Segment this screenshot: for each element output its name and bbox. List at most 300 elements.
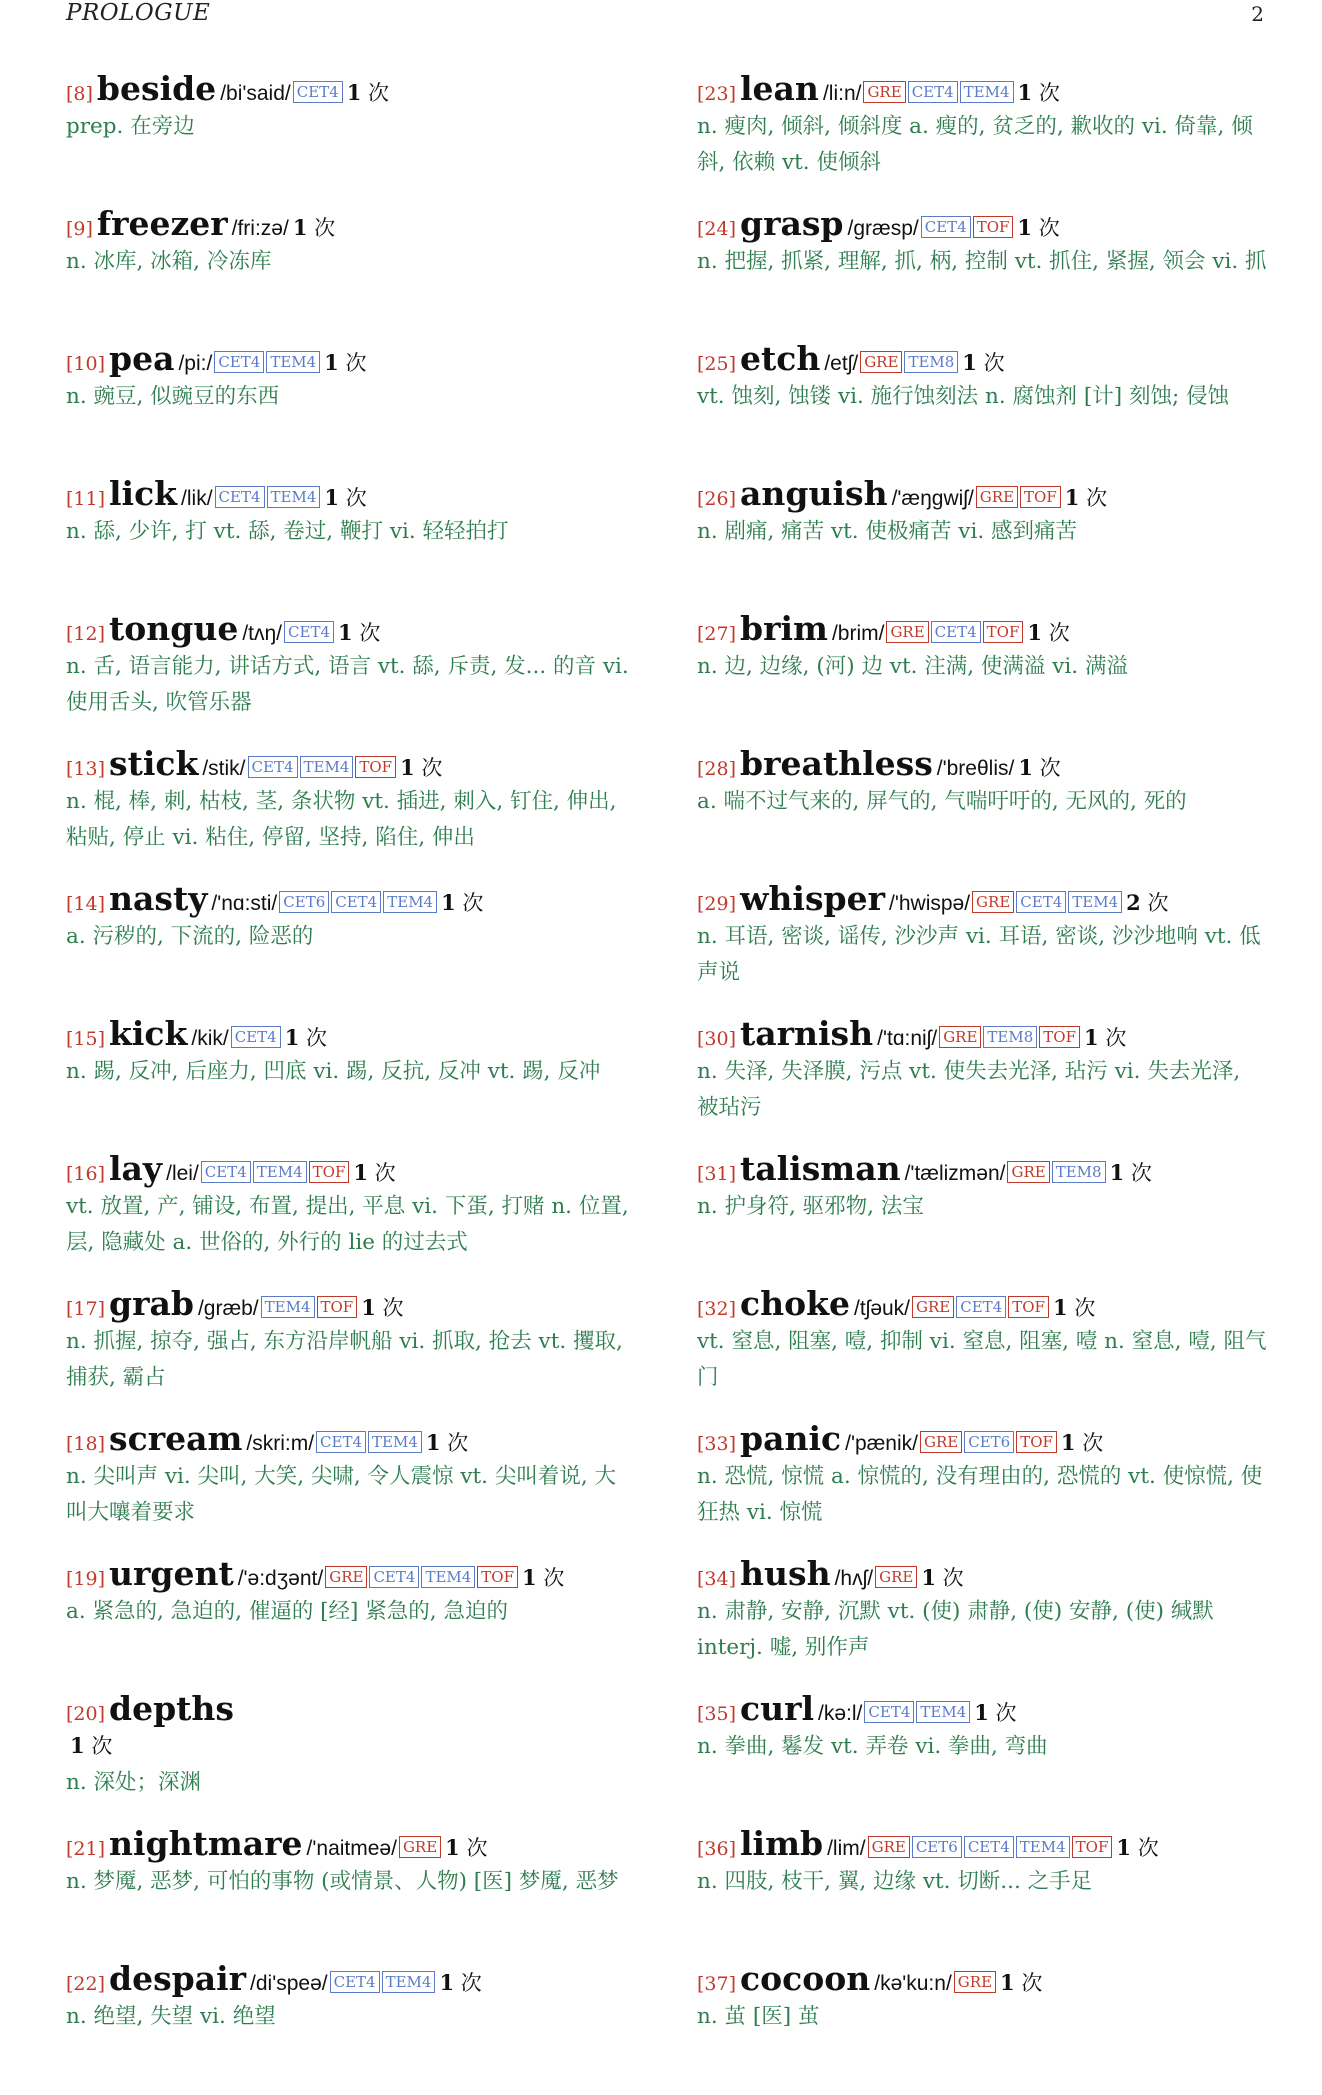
count-value: 1: [324, 485, 340, 510]
exam-tag: CET4: [956, 1296, 1006, 1318]
definition: n. 护身符, 驱邪物, 法宝: [697, 1194, 924, 1219]
occurrence-count: [962, 351, 1004, 375]
definition: a. 紧急的, 急迫的, 催逼的 [经] 紧急的, 急迫的: [66, 1599, 508, 1624]
entry-headline: [697, 1555, 1267, 1593]
entry-number: [37]: [697, 1973, 737, 1995]
headword: beside: [96, 69, 217, 108]
exam-tag: CET4: [908, 81, 958, 103]
exam-tag: TEM4: [421, 1566, 475, 1588]
exam-tag: TOF: [973, 216, 1014, 238]
definition: n. 边, 边缘, (河) 边 vt. 注满, 使满溢 vi. 满溢: [697, 654, 1128, 679]
entry-number: [13]: [66, 758, 106, 780]
count-suffix: 次: [460, 1971, 482, 1995]
vocab-entry: [697, 70, 1267, 205]
headword: brim: [740, 609, 828, 648]
entry-headline: [66, 1555, 636, 1593]
entry-headline: [66, 1960, 636, 1998]
definition: n. 踢, 反冲, 后座力, 凹底 vi. 踢, 反抗, 反冲 vt. 踢, 反冲: [66, 1059, 601, 1084]
phonetic: /kə:l/: [818, 1702, 863, 1725]
definition: n. 抓握, 掠夺, 强占, 东方沿岸帆船 vi. 抓取, 抢去 vt. 攫取, 捕获, 霸占: [66, 1329, 623, 1390]
count-suffix: 次: [314, 216, 336, 240]
exam-tag: TEM8: [904, 351, 958, 373]
exam-tag: GRE: [886, 621, 928, 643]
definition: n. 四肢, 枝干, 翼, 边缘 vt. 切断... 之手足: [697, 1869, 1093, 1894]
count-value: 1: [1116, 1835, 1131, 1860]
exam-tag: TEM4: [383, 891, 437, 913]
entry-headline: [697, 1150, 1267, 1188]
exam-tag: CET4: [1016, 891, 1066, 913]
entry-number: [17]: [66, 1298, 106, 1320]
occurrence-count: [1018, 756, 1060, 780]
exam-tag: TOF: [1072, 1836, 1113, 1858]
phonetic: /græb/: [197, 1297, 259, 1320]
entry-headline: [66, 745, 636, 783]
occurrence-count: [324, 351, 366, 375]
count-value: 1: [1060, 1430, 1076, 1455]
headword: hush: [740, 1554, 831, 1593]
exam-tag: TOF: [355, 756, 396, 778]
headword: depths: [109, 1689, 234, 1728]
definition: n. 冰库, 冰箱, 冷冻库: [66, 249, 272, 274]
entry-headline: [697, 340, 1267, 378]
count-suffix: 次: [1021, 1971, 1043, 1995]
headword: kick: [109, 1014, 188, 1053]
exam-tag: CET4: [231, 1026, 281, 1048]
phonetic: /stik/: [202, 757, 246, 780]
phonetic: /skri:m/: [246, 1432, 315, 1455]
phonetic: /'hwispə/: [889, 892, 971, 915]
count-value: 1: [425, 1430, 441, 1455]
phonetic: /'ə:dʒənt/: [237, 1567, 324, 1590]
exam-tag: GRE: [875, 1566, 917, 1588]
headword: freezer: [96, 204, 228, 243]
entry-headline: [697, 745, 1267, 783]
occurrence-count: [353, 1161, 395, 1185]
definition: a. 喘不过气来的, 屏气的, 气喘吁吁的, 无风的, 死的: [697, 789, 1187, 814]
phonetic: /'breθlis/: [936, 757, 1015, 780]
entry-headline: [66, 205, 636, 243]
exam-tag: CET4: [330, 1971, 380, 1993]
definition: n. 把握, 抓紧, 理解, 抓, 柄, 控制 vt. 抓住, 紧握, 领会 vi. 抓: [697, 249, 1267, 274]
definition: a. 污秽的, 下流的, 险恶的: [66, 924, 314, 949]
entry-headline: [66, 880, 636, 918]
entry-number: [31]: [697, 1163, 737, 1185]
entry-number: [19]: [66, 1568, 106, 1590]
count-suffix: 次: [466, 1836, 488, 1860]
occurrence-count: [1061, 1431, 1103, 1455]
occurrence-count: [324, 486, 366, 510]
count-value: 1: [324, 350, 339, 375]
entry-headline: [697, 1825, 1267, 1863]
exam-tag: CET4: [864, 1701, 914, 1723]
occurrence-count: [522, 1566, 564, 1590]
count-suffix: 次: [1074, 1296, 1096, 1320]
exam-tag: TEM8: [983, 1026, 1037, 1048]
vocab-entry: [697, 1825, 1267, 1960]
definition: prep. 在旁边: [66, 114, 195, 139]
exam-tag: CET4: [921, 216, 971, 238]
occurrence-count: [1053, 1296, 1095, 1320]
exam-tag: GRE: [912, 1296, 954, 1318]
exam-tag: TOF: [1039, 1026, 1080, 1048]
exam-tag: CET4: [964, 1836, 1014, 1858]
exam-tag: TEM4: [368, 1431, 422, 1453]
definition: vt. 蚀刻, 蚀镂 vi. 施行蚀刻法 n. 腐蚀剂 [计] 刻蚀; 侵蚀: [697, 384, 1230, 409]
exam-tag: GRE: [399, 1836, 441, 1858]
headword: anguish: [740, 474, 888, 513]
count-value: 1: [974, 1700, 989, 1725]
vocab-entry: [66, 475, 636, 610]
headword: curl: [740, 1689, 815, 1728]
entry-headline: [697, 205, 1267, 243]
entry-headline: [697, 1420, 1267, 1458]
entry-headline: [697, 1960, 1267, 1998]
occurrence-count: [1116, 1836, 1158, 1860]
entry-number: [21]: [66, 1838, 106, 1860]
entry-number: [30]: [697, 1028, 737, 1050]
count-suffix: 次: [543, 1566, 565, 1590]
count-value: 1: [346, 80, 362, 105]
definition: n. 梦魇, 恶梦, 可怕的事物 (或情景、人物) [医] 梦魇, 恶梦: [66, 1869, 619, 1894]
entry-number: [26]: [697, 488, 737, 510]
entry-headline: [697, 1690, 1267, 1728]
phonetic: /hʌʃ/: [834, 1567, 874, 1590]
definition: n. 拳曲, 鬈发 vt. 弄卷 vi. 拳曲, 弯曲: [697, 1734, 1048, 1759]
phonetic: /lim/: [827, 1837, 866, 1860]
entry-headline: [66, 70, 636, 108]
exam-tag: GRE: [920, 1431, 962, 1453]
count-value: 1: [1084, 1025, 1099, 1050]
count-value: 1: [1027, 620, 1042, 645]
exam-tag: GRE: [976, 486, 1018, 508]
vocab-entry: [66, 1150, 636, 1285]
count-suffix: 次: [1082, 1431, 1104, 1455]
exam-tag: TOF: [1020, 486, 1061, 508]
count-suffix: 次: [942, 1566, 964, 1590]
right-column: [697, 70, 1267, 2095]
count-suffix: 次: [421, 756, 443, 780]
exam-tag: TEM4: [382, 1971, 436, 1993]
page-number: 2: [1251, 2, 1264, 26]
vocab-entry: [66, 1285, 636, 1420]
vocab-entry: [66, 70, 636, 205]
occurrence-count: [1000, 1971, 1042, 1995]
count-suffix: 次: [368, 81, 390, 105]
exam-tag: CET4: [215, 486, 265, 508]
phonetic: /'pænik/: [845, 1432, 918, 1455]
entry-number: [23]: [697, 83, 737, 105]
count-value: 1: [1017, 215, 1033, 240]
vocab-entry: [66, 340, 636, 475]
exam-tag: TOF: [317, 1296, 358, 1318]
phonetic: /'æŋgwiʃ/: [891, 487, 974, 510]
count-suffix: 次: [1130, 1161, 1152, 1185]
entry-number: [16]: [66, 1163, 106, 1185]
count-value: 1: [1000, 1970, 1015, 1995]
exam-tag: CET4: [201, 1161, 251, 1183]
entry-number: [22]: [66, 1973, 106, 1995]
occurrence-count: [293, 216, 335, 240]
exam-tag: TEM4: [261, 1296, 315, 1318]
exam-tag: GRE: [868, 1836, 910, 1858]
headword: grab: [109, 1284, 194, 1323]
entry-number: [34]: [697, 1568, 737, 1590]
count-value: 1: [292, 215, 308, 240]
exam-tag: TOF: [1008, 1296, 1049, 1318]
exam-tag: CET4: [284, 621, 334, 643]
occurrence-count: [400, 756, 442, 780]
exam-tag: CET6: [912, 1836, 962, 1858]
vocab-entry: [697, 1690, 1267, 1825]
exam-tag: CET4: [331, 891, 381, 913]
vocab-entry: [697, 610, 1267, 745]
exam-tag: CET4: [214, 351, 264, 373]
entry-headline: [66, 610, 636, 648]
phonetic: /brim/: [831, 622, 885, 645]
entry-headline: [66, 1825, 636, 1863]
count-value: 1: [361, 1295, 376, 1320]
entry-headline: [697, 70, 1267, 108]
occurrence-count: [1126, 891, 1168, 915]
entry-headline: [697, 1015, 1267, 1053]
entry-number: [14]: [66, 893, 106, 915]
phonetic: /fri:zə/: [231, 217, 289, 240]
definition: n. 失泽, 失泽膜, 污点 vt. 使失去光泽, 玷污 vi. 失去光泽, 被玷污: [697, 1059, 1241, 1120]
definition: n. 恐慌, 惊慌 a. 惊慌的, 没有理由的, 恐慌的 vt. 使惊慌, 使狂热 vi. 惊慌: [697, 1464, 1263, 1525]
entry-number: [20]: [66, 1703, 106, 1725]
entry-number: [35]: [697, 1703, 737, 1725]
running-header: PROLOGUE: [66, 0, 211, 26]
occurrence-count: [439, 1971, 481, 1995]
exam-tag: GRE: [1007, 1161, 1049, 1183]
count-value: 1: [1017, 80, 1033, 105]
headword: urgent: [109, 1554, 234, 1593]
entry-number: [28]: [697, 758, 737, 780]
headword: tarnish: [740, 1014, 874, 1053]
entry-number: [18]: [66, 1433, 106, 1455]
entry-number: [11]: [66, 488, 106, 510]
definition: vt. 窒息, 阻塞, 噎, 抑制 vi. 窒息, 阻塞, 噎 n. 窒息, 噎, 阻气门: [697, 1329, 1267, 1390]
exam-tag: TOF: [309, 1161, 350, 1183]
count-value: 1: [70, 1733, 85, 1758]
headword: grasp: [740, 204, 844, 243]
entry-number: [9]: [66, 218, 93, 240]
count-value: 1: [284, 1025, 300, 1050]
definition: n. 豌豆, 似豌豆的东西: [66, 384, 280, 409]
entry-number: [36]: [697, 1838, 737, 1860]
exam-tag: TEM4: [253, 1161, 307, 1183]
phonetic: /bi'said/: [220, 82, 291, 105]
count-suffix: 次: [1038, 81, 1060, 105]
entry-headline: [66, 1420, 636, 1458]
count-line: [66, 1728, 636, 1764]
count-value: 1: [1064, 485, 1080, 510]
phonetic: /lei/: [166, 1162, 199, 1185]
exam-tag: TEM4: [267, 486, 321, 508]
headword: talisman: [740, 1149, 901, 1188]
headword: pea: [109, 339, 175, 378]
entry-headline: [66, 1285, 636, 1323]
entry-headline: [66, 340, 636, 378]
count-suffix: 次: [447, 1431, 469, 1455]
count-value: 1: [1109, 1160, 1125, 1185]
definition: n. 耳语, 密谈, 谣传, 沙沙声 vi. 耳语, 密谈, 沙沙地响 vt. 低声说: [697, 924, 1261, 985]
vocab-entry: [66, 205, 636, 340]
headword: cocoon: [740, 1959, 871, 1998]
occurrence-count: [1110, 1161, 1152, 1185]
count-suffix: 次: [462, 891, 484, 915]
entry-headline: [697, 610, 1267, 648]
entry-number: [29]: [697, 893, 737, 915]
entry-number: [24]: [697, 218, 737, 240]
count-value: 2: [1126, 890, 1141, 915]
definition: n. 舔, 少许, 打 vt. 舔, 卷过, 鞭打 vi. 轻轻拍打: [66, 519, 509, 544]
count-suffix: 次: [983, 351, 1005, 375]
phonetic: /di'speə/: [250, 1972, 328, 1995]
headword: lay: [109, 1149, 163, 1188]
vocab-entry: [697, 1015, 1267, 1150]
exam-tag: TEM4: [1068, 891, 1122, 913]
count-suffix: 次: [995, 1701, 1017, 1725]
count-suffix: 次: [1105, 1026, 1127, 1050]
vocab-entry: [697, 880, 1267, 1015]
phonetic: /'tælizmən/: [904, 1162, 1006, 1185]
exam-tag: TEM4: [960, 81, 1014, 103]
count-value: 1: [441, 890, 456, 915]
headword: limb: [740, 1824, 824, 1863]
headword: whisper: [740, 879, 885, 918]
definition: n. 尖叫声 vi. 尖叫, 大笑, 尖啸, 令人震惊 vt. 尖叫着说, 大叫大嚷着要求: [66, 1464, 617, 1525]
count-suffix: 次: [359, 621, 381, 645]
exam-tag: TEM4: [300, 756, 354, 778]
vocab-entry: [697, 1150, 1267, 1285]
vocab-entry: [66, 880, 636, 1015]
exam-tag: GRE: [325, 1566, 367, 1588]
exam-tag: CET4: [931, 621, 981, 643]
headword: nightmare: [109, 1824, 303, 1863]
definition: n. 深处；深渊: [66, 1770, 202, 1795]
count-value: 1: [1052, 1295, 1068, 1320]
occurrence-count: [361, 1296, 403, 1320]
occurrence-count: [285, 1026, 327, 1050]
phonetic: /etʃ/: [824, 352, 859, 375]
vocab-entry: [697, 745, 1267, 880]
phonetic: /'tɑ:niʃ/: [877, 1027, 938, 1050]
exam-tag: CET4: [248, 756, 298, 778]
occurrence-count: [70, 1734, 112, 1758]
exam-tag: GRE: [954, 1971, 996, 1993]
exam-tag: TEM4: [266, 351, 320, 373]
entry-headline: [697, 880, 1267, 918]
vocab-entry: [697, 1555, 1267, 1690]
vocab-entry: [66, 745, 636, 880]
count-value: 1: [338, 620, 353, 645]
count-value: 1: [445, 1835, 460, 1860]
phonetic: /græsp/: [847, 217, 919, 240]
count-value: 1: [921, 1565, 936, 1590]
occurrence-count: [338, 621, 380, 645]
headword: scream: [109, 1419, 243, 1458]
count-value: 1: [439, 1970, 455, 1995]
definition: n. 肃静, 安静, 沉默 vt. (使) 肃静, (使) 安静, (使) 缄默 interj. 嘘, 别作声: [697, 1599, 1214, 1660]
definition: n. 茧 [医] 茧: [697, 2004, 820, 2029]
phonetic: /tʌŋ/: [242, 622, 283, 645]
phonetic: /kik/: [191, 1027, 229, 1050]
headword: stick: [109, 744, 199, 783]
occurrence-count: [1018, 81, 1060, 105]
occurrence-count: [1027, 621, 1069, 645]
entry-headline: [66, 1690, 636, 1728]
exam-tag: CET4: [316, 1431, 366, 1453]
definition: n. 瘦肉, 倾斜, 倾斜度 a. 瘦的, 贫乏的, 歉收的 vi. 倚靠, 倾斜, 依赖 vt. 使倾斜: [697, 114, 1253, 175]
exam-tag: CET4: [369, 1566, 419, 1588]
vocab-entry: [66, 1555, 636, 1690]
headword: breathless: [740, 744, 933, 783]
count-value: 1: [1018, 755, 1033, 780]
entry-headline: [66, 1150, 636, 1188]
count-suffix: 次: [1039, 756, 1061, 780]
entry-headline: [697, 1285, 1267, 1323]
occurrence-count: [445, 1836, 487, 1860]
occurrence-count: [426, 1431, 468, 1455]
entry-headline: [697, 475, 1267, 513]
count-value: 1: [353, 1160, 368, 1185]
exam-tag: GRE: [972, 891, 1014, 913]
exam-tag: CET4: [293, 81, 343, 103]
entry-number: [8]: [66, 83, 93, 105]
exam-tag: CET6: [279, 891, 329, 913]
exam-tag: TEM4: [1016, 1836, 1070, 1858]
occurrence-count: [1065, 486, 1107, 510]
exam-tag: GRE: [863, 81, 905, 103]
occurrence-count: [921, 1566, 963, 1590]
phonetic: /kə'ku:n/: [874, 1972, 952, 1995]
vocab-entry: [697, 475, 1267, 610]
phonetic: /pi:/: [178, 352, 213, 375]
exam-tag: TEM4: [916, 1701, 970, 1723]
entry-number: [25]: [697, 353, 737, 375]
headword: lean: [740, 69, 819, 108]
exam-tag: TEM8: [1052, 1161, 1106, 1183]
headword: nasty: [109, 879, 208, 918]
count-suffix: 次: [374, 1161, 396, 1185]
count-suffix: 次: [1137, 1836, 1159, 1860]
definition: n. 绝望, 失望 vi. 绝望: [66, 2004, 276, 2029]
vocab-entry: [66, 1960, 636, 2095]
entry-number: [10]: [66, 353, 106, 375]
occurrence-count: [974, 1701, 1016, 1725]
count-suffix: 次: [1147, 891, 1169, 915]
headword: lick: [109, 474, 178, 513]
exam-tag: CET6: [964, 1431, 1014, 1453]
count-value: 1: [962, 350, 977, 375]
definition: n. 舌, 语言能力, 讲话方式, 语言 vt. 舔, 斥责, 发... 的音 vi. 使用舌头, 吹管乐器: [66, 654, 629, 715]
headword: tongue: [109, 609, 239, 648]
left-column: [66, 70, 636, 2095]
headword: panic: [740, 1419, 842, 1458]
definition: n. 剧痛, 痛苦 vt. 使极痛苦 vi. 感到痛苦: [697, 519, 1077, 544]
count-suffix: 次: [1086, 486, 1108, 510]
occurrence-count: [1017, 216, 1059, 240]
vocab-entry: [66, 1690, 636, 1825]
entry-number: [33]: [697, 1433, 737, 1455]
entry-headline: [66, 1015, 636, 1053]
headword: etch: [740, 339, 821, 378]
occurrence-count: [1084, 1026, 1126, 1050]
phonetic: /tʃəuk/: [853, 1297, 911, 1320]
count-suffix: 次: [1038, 216, 1060, 240]
vocab-entry: [697, 205, 1267, 340]
